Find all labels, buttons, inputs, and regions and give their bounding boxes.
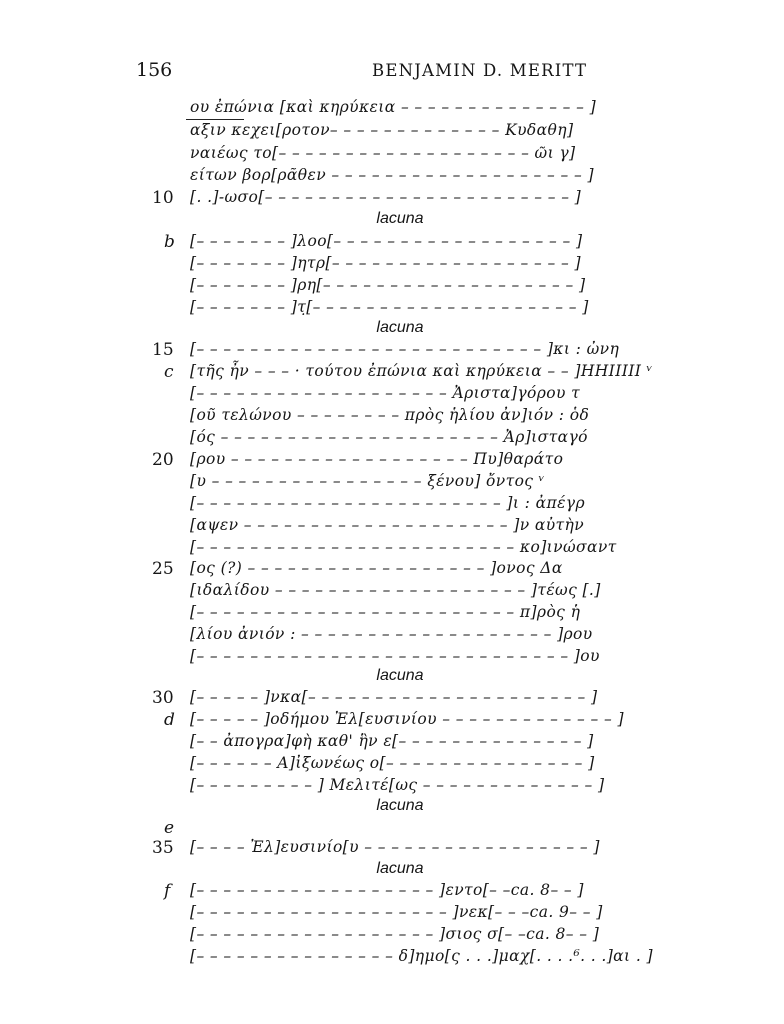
text-line [0, 776, 784, 798]
line-text: [υ – – – – – – – – – – – – – – – – ξένου] ὄντος ᵛ [190, 472, 545, 490]
line-text: [– – – – – – – ]λοο[– – – – – – – – – – – – – – – – – – ] [190, 232, 583, 250]
line-text: [– – – – – – – – – – – – – – – – – – – – – – – – π]ρὸς ἡ [190, 603, 581, 621]
line-text: [ός – – – – – – – – – – – – – – – – – – – – – Ἀρ]ισταγό [190, 428, 588, 446]
text-line [0, 340, 784, 362]
fragment-mark: d [164, 710, 175, 730]
text-line [0, 188, 784, 210]
line-number: 20 [152, 450, 174, 470]
text-line [0, 603, 784, 625]
text-line [0, 947, 784, 969]
text-line [0, 276, 784, 298]
fragment-mark: f [164, 881, 171, 901]
page-number: 156 [136, 59, 173, 81]
text-line [0, 450, 784, 472]
line-number: 15 [152, 340, 174, 360]
line-text: [– – ἀπογρα]φὴ καθ' ἣν ε[– – – – – – – – – – – – – – ] [190, 732, 594, 750]
line-text: [τῆς ἦν – – – · τούτου ἐπώνια καὶ κηρύκεια – – ]ΗΗΙΙΙΙΙ ᵛ [190, 362, 653, 380]
line-text: ου ἐπώνια [καὶ κηρύκεια – – – – – – – – – – – – – – ] [190, 98, 597, 116]
line-text: [– – – – – – – – – – – – – – – – – – – – – – – – – – ]κι : ὠνη [190, 340, 620, 358]
lacuna-label: lacuna [376, 210, 424, 227]
text-line [0, 406, 784, 428]
running-head: BENJAMIN D. MERITT [372, 61, 588, 80]
line-number: 30 [152, 688, 174, 708]
fragment-mark: c [164, 362, 174, 382]
line-text: [– – – – – – – – – – – – – – – – – – ]εντο[– –ca. 8– – ] [190, 881, 584, 899]
lacuna-label: lacuna [376, 797, 424, 814]
line-text: είτων βορ[ρᾶθεν – – – – – – – – – – – – – – – – – – – ] [190, 166, 594, 184]
text-line [0, 625, 784, 647]
fragment-mark: b [164, 232, 175, 252]
line-text: [– – – – – – – ]ρη[– – – – – – – – – – – – – – – – – – – ] [190, 276, 586, 294]
line-text: [– – – – – – – – – – – – – – – – – – ]σιος σ[– –ca. 8– – ] [190, 925, 600, 943]
line-text: [– – – – – ]νκα[– – – – – – – – – – – – – – – – – – – – – ] [190, 688, 598, 706]
line-text: αξιν κεχει[ροτον– – – – – – – – – – – – – Κυδαθη] [190, 121, 574, 139]
text-line [0, 494, 784, 516]
text-line [0, 121, 784, 143]
line-text: [– – – – Ἐλ]ευσινίο[υ – – – – – – – – – – – – – – – – – ] [190, 838, 600, 856]
text-line [0, 818, 784, 840]
text-line [0, 903, 784, 925]
text-line [0, 384, 784, 406]
line-text: [– – – – – ]οδήμου Ἐλ[ευσινίου – – – – – – – – – – – – – ] [190, 710, 624, 728]
text-line [0, 362, 784, 384]
text-line [0, 732, 784, 754]
line-text: [. .]-ωσο[– – – – – – – – – – – – – – – – – – – – – – – ] [190, 188, 582, 206]
fragment-mark: e [164, 818, 175, 838]
text-line [0, 647, 784, 669]
text-line [0, 254, 784, 276]
lacuna-label: lacuna [376, 860, 424, 877]
text-line [0, 144, 784, 166]
line-text: [λίου ἀνιόν : – – – – – – – – – – – – – – – – – – – ]ρου [190, 625, 593, 643]
line-text: [οῦ τελώνου – – – – – – – – πρὸς ἡλίου ἀν]ιόν : ὁδ [190, 406, 590, 424]
line-text: [– – – – – – Α]ἰξωνέως ο[– – – – – – – – – – – – – – – ] [190, 754, 595, 772]
line-text: [ρου – – – – – – – – – – – – – – – – – – Πυ]θαράτο [190, 450, 564, 468]
text-line [0, 298, 784, 320]
text-line [0, 710, 784, 732]
line-number: 25 [152, 559, 174, 579]
line-number: 35 [152, 838, 174, 858]
text-line [0, 754, 784, 776]
text-line [0, 688, 784, 710]
line-text: [– – – – – – – – – – – – – – – – – – – ]νεκ[– – –ca. 9– – ] [190, 903, 603, 921]
text-line [0, 881, 784, 903]
line-text: [ος (?) – – – – – – – – – – – – – – – – – – ]ονος Δα [190, 559, 563, 577]
line-text: [– – – – – – – – – – – – – – – – – – – – – – – ]ι : ἀπέγρ [190, 494, 585, 512]
text-line [0, 516, 784, 538]
text-line [0, 559, 784, 581]
line-text: [– – – – – – – ]τ̣[– – – – – – – – – – – – – – – – – – – – ] [190, 298, 589, 316]
line-text: [αψεν – – – – – – – – – – – – – – – – – – – – ]ν αὐτὴν [190, 516, 585, 534]
line-text: ναιέως το[– – – – – – – – – – – – – – – – – – – ῶι γ] [190, 144, 576, 162]
text-line [0, 925, 784, 947]
text-line [0, 538, 784, 560]
line-text: [– – – – – – – ]ητρ[– – – – – – – – – – – – – – – – – – ] [190, 254, 581, 272]
line-text: [– – – – – – – – – – – – – – – – – – – Ἀριστα]γόρου τ [190, 384, 581, 402]
text-line [0, 428, 784, 450]
line-text: [– – – – – – – – – – – – – – – δ]ημο[ς . . .]μαχ[. . . .⁶. . .]αι . ] [190, 947, 653, 965]
line-number: 10 [152, 188, 174, 208]
line-text: [ιδαλίδου – – – – – – – – – – – – – – – – – – – ]τέως [.] [190, 581, 601, 599]
text-line [0, 166, 784, 188]
line-text: [– – – – – – – – – – – – – – – – – – – – – – – – – – – – ]ου [190, 647, 600, 665]
text-line [0, 98, 784, 120]
line-text: [– – – – – – – – – – – – – – – – – – – – – – – – κο]ινώσαντ [190, 538, 617, 556]
lacuna-label: lacuna [376, 667, 424, 684]
text-line [0, 232, 784, 254]
text-line [0, 581, 784, 603]
text-line [0, 838, 784, 860]
text-line [0, 472, 784, 494]
lacuna-label: lacuna [376, 319, 424, 336]
line-text: [– – – – – – – – – ] Μελιτέ[ως – – – – – – – – – – – – – ] [190, 776, 605, 794]
